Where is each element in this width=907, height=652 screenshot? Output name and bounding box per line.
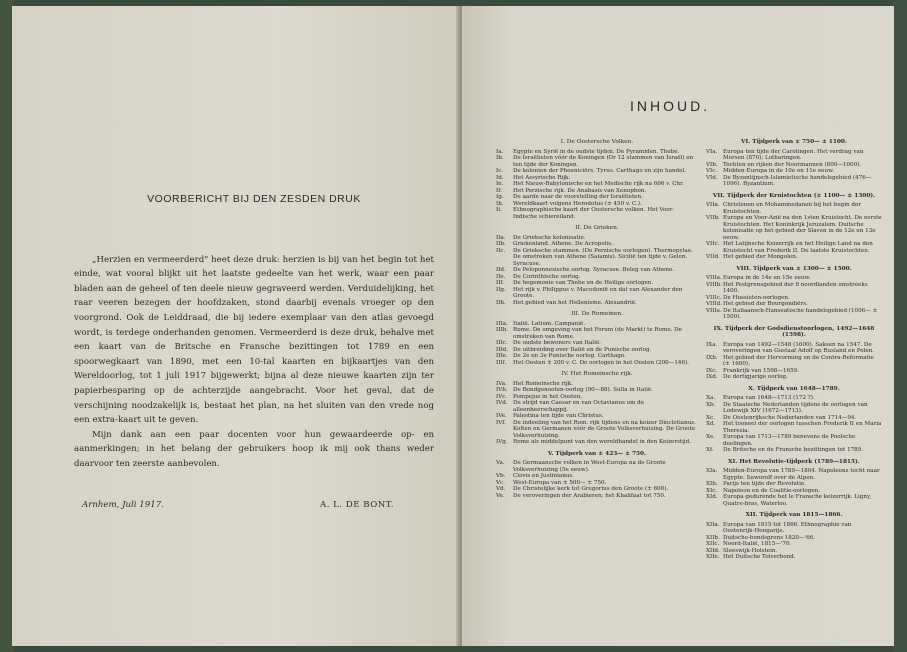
entry-title: Rome. De omgeving van het Forum (de Markt) te Rome. De omstreken van Rome.: [513, 327, 682, 340]
entry-title: Europa van 1648—1713 (172 ?).: [723, 395, 815, 401]
entry-code: XIc.: [706, 487, 718, 494]
entry-title: Europa van 1713—1789 benevens de Poolsche deelingen.: [723, 434, 856, 447]
contents-entry: [706, 421, 882, 434]
entry-title: Frankrijk van 1598—1659.: [723, 367, 799, 374]
entry-code: Vb.: [496, 473, 506, 479]
entry-code: IVf.: [496, 419, 506, 426]
contents-section-heading: VI. Tijdperk van ± 750— ± 1100.: [741, 139, 847, 145]
entry-code: Ig.: [496, 194, 504, 200]
entry-title: De Peloponnesische oorlog. Syracuse. Beleg van Athene.: [513, 267, 675, 273]
entry-code: XIIe.: [706, 554, 720, 560]
contents-entry: [706, 342, 882, 355]
contents-entry: [706, 254, 882, 261]
entry-title: Midden-Europa van 1789—1804. Napoleons tocht naar Egypte. Suworoff over de Alpen.: [723, 468, 880, 481]
entry-code: IVc.: [496, 393, 508, 400]
entry-code: IIIf.: [496, 359, 507, 366]
entry-code: Ih.: [496, 200, 504, 207]
entry-code: VIb.: [706, 161, 718, 168]
contents-entry: [496, 420, 698, 440]
entry-code: Vc.: [496, 479, 505, 486]
entry-code: IIIe.: [496, 353, 508, 359]
right-page: [462, 6, 894, 646]
entry-code: IXd.: [706, 374, 718, 380]
entry-code: IIe.: [496, 273, 506, 280]
contents-entry: [706, 554, 882, 561]
contents-entry: [706, 434, 882, 447]
entry-code: VIIb.: [706, 215, 720, 221]
entry-code: IVe.: [496, 413, 507, 419]
entry-title: De Grieksche stammen. (De Perzische oorlogen). Thermopylae. De omstreken van Athene (Salamis). Sicilië ten tijde v. Gelon. Syracuse.: [513, 247, 693, 267]
entry-code: IIa.: [496, 234, 506, 241]
entry-title: Parijs ten tijde der Revolutie.: [723, 481, 806, 487]
entry-code: IId.: [496, 267, 506, 273]
entry-title: Napoleon en de Coalitie-oorlogen.: [723, 487, 821, 494]
contents-entry: [706, 522, 882, 535]
contents-entry: [496, 155, 698, 168]
contents-entry: [706, 202, 882, 215]
entry-title: De indeeling van het Rom. rijk tijdens en na keizer Diocletianus. Kolten en Germanen vóór de Groote Volksverhuizing. De Groote Volksverhuizing.: [513, 419, 696, 439]
entry-code: Ie.: [496, 181, 504, 187]
entry-title: De Hussieten-oorlogen.: [723, 294, 790, 301]
entry-title: Griekenland. Athene. De Acropolis.: [513, 241, 613, 247]
entry-title: Europa en Voor-Azië na den 1sten Kruistocht. De eerste Kruistochten. Het Koninkrijk Jeruzalem. Duitsche kolonisatie op het gebied der Slaven in de 12e en 13e eeuw.: [723, 215, 882, 241]
entry-code: XIb.: [706, 481, 718, 487]
entry-code: IVg.: [496, 439, 508, 445]
entry-code: IIf.: [496, 280, 505, 286]
contents-section-heading: IV. Het Romeinsche rijk.: [561, 371, 633, 377]
entry-title: De Christelijke kerk tot Gregorius den Groote (± 600).: [513, 486, 669, 492]
contents-entry: [706, 468, 882, 481]
contents-entry: [706, 241, 882, 254]
entry-title: Het gebied der Hervorming en de Contra-Reformatie (± 1600).: [723, 354, 874, 367]
entry-title: Europa van 1492—1548 (1600). Saksen na 1547. De veroveringen van Gustaaf Adolf op Rusland en Polen.: [723, 341, 875, 354]
contents-entry: [706, 149, 882, 162]
entry-title: De Grieksche kolonisatie.: [513, 234, 586, 241]
contents-entry: [706, 282, 882, 295]
entry-code: Xf.: [706, 447, 714, 453]
entry-code: Ic.: [496, 168, 504, 174]
contents-entry: [496, 207, 698, 220]
contents-section-heading: XI. Het Revolutie-tijdperk (1789—1815).: [728, 458, 860, 465]
entry-code: VIc.: [706, 168, 718, 174]
entry-code: IIIc.: [496, 340, 508, 346]
entry-code: XIIb.: [706, 534, 720, 541]
contents-section-heading: VII. Tijdperk der Kruistochten (± 1100— ± 1300).: [712, 192, 876, 199]
contents-entry: [496, 248, 698, 268]
entry-code: Xb.: [706, 401, 716, 408]
contents-column-left: [496, 134, 698, 499]
entry-code: Xa.: [706, 395, 716, 401]
entry-code: VIIIa.: [706, 275, 722, 281]
entry-code: VIa.: [706, 148, 718, 155]
entry-title: De oudste bewoners van Italië.: [513, 340, 601, 346]
entry-title: De Israëlieten vóór de Koningen (Dr 12 stammen van Israël) en ten tijde der Koningen.: [513, 155, 694, 168]
entry-title: Palestina ten tijde van Christus.: [513, 413, 604, 419]
author-name: A. L. DE BONT.: [320, 499, 394, 510]
contents-entry: [706, 374, 882, 381]
entry-title: Europa in de 14e en 15e eeuw.: [723, 275, 811, 281]
contents-title: INHOUD.: [630, 98, 711, 114]
entry-code: Ia.: [496, 148, 504, 155]
book-cover-edge-right: [893, 0, 907, 652]
entry-code: VIIIc.: [706, 294, 722, 301]
entry-code: IIb.: [496, 241, 506, 247]
entry-title: Het Duitsche Tolverbond.: [723, 554, 796, 560]
contents-section-heading: V. Tijdperk van ± 423— ± 750.: [547, 450, 647, 457]
entry-title: Het Romeinsche rijk.: [513, 380, 573, 387]
entry-code: VIIIb.: [706, 281, 723, 288]
entry-title: De dertigjarige oorlog.: [723, 374, 788, 380]
entry-code: IXa.: [706, 341, 718, 348]
entry-title: Europa gedurende het le Fransche keizerrijk. Ligny, Quatre-bras, Waterloo.: [723, 494, 872, 507]
entry-code: IIg.: [496, 286, 506, 293]
contents-entry: [496, 493, 698, 500]
entry-code: If.: [496, 187, 502, 194]
entry-code: IVa.: [496, 380, 507, 387]
entry-code: Vd.: [496, 486, 506, 492]
contents-entry: [706, 494, 882, 507]
contents-entry: [706, 402, 882, 415]
entry-title: De Staatsche Nederlanden tijdens de oorlogen van Lodewijk XIV (1672—1713).: [723, 401, 868, 414]
place-date: Arnhem, Juli 1917.: [82, 499, 164, 510]
entry-title: Pompejus in het Oosten.: [513, 393, 582, 400]
entry-title: De uitbreiding over Italië en de Punische oorlog.: [513, 346, 652, 353]
entry-code: Ve.: [496, 492, 505, 499]
preface: [74, 192, 434, 512]
entry-code: IIh.: [496, 299, 506, 306]
entry-title: Sleeswijk-Holstein.: [723, 547, 778, 554]
entry-title: De Byzantijnsch-Islamietische handelsgebied (476—1096). Byzantium.: [723, 174, 872, 187]
entry-title: De kolonien der Phoeniciërs. Tyrus. Carthago en zijn handel.: [513, 168, 687, 174]
entry-title: Het Oosten ± 200 v. C. De oorlogen in het Oosten (200—146).: [513, 359, 689, 366]
entry-code: Ii.: [496, 207, 502, 213]
entry-code: VIIc.: [706, 241, 720, 247]
entry-title: De hegemonie van Thebe en de Heilige oorlogen.: [513, 280, 654, 286]
entry-code: XIa.: [706, 468, 718, 474]
entry-title: Het Pestgrensgebied der 8 noordlanden omstreeks 1400.: [723, 281, 868, 294]
entry-title: Europa van 1815 tot 1866. Ethnographie van Oostenrijk-Hongarije.: [723, 521, 852, 534]
entry-code: IIc.: [496, 247, 506, 254]
contents-entry: [706, 175, 882, 188]
contents-section-heading: I. De Oostersche Volken.: [560, 139, 634, 145]
entry-title: Het Nieuw-Babylonische en het Medische rijk na 606 v. Chr.: [513, 181, 684, 187]
entry-code: Xe.: [706, 434, 716, 440]
entry-title: Noord-Italië, 1815—'70.: [723, 541, 792, 547]
entry-title: De Britsche en de Fransche bezittingen tot 1789.: [723, 447, 864, 453]
entry-title: Het Perzische rijk. De Anabasis van Xenophon.: [513, 187, 647, 194]
entry-title: De Italiaansch-Hanseatische handelsgebied (1096— ± 1500).: [723, 307, 878, 320]
entry-title: Het gebied der Mongolen.: [723, 254, 798, 260]
entry-code: Ib.: [496, 155, 504, 161]
contents-entry: [706, 447, 882, 454]
entry-title: Het Assyrische Rijk.: [513, 174, 571, 181]
entry-code: Xd.: [706, 421, 716, 427]
contents-entry: [706, 215, 882, 241]
entry-code: IVd.: [496, 400, 508, 406]
entry-title: Wereldkaart volgens Herodotus (± 450 v. C.).: [513, 200, 642, 207]
entry-title: West-Europa van ± 500— ± 750.: [513, 479, 607, 486]
signature: [74, 498, 434, 513]
contents-entry: [496, 327, 698, 340]
contents-section-heading: VIII. Tijdperk van ± 1300— ± 1500.: [736, 265, 852, 272]
entry-title: De veroveringen der Arabieren; het Khalifaat tot 750.: [513, 492, 666, 499]
entry-code: Id.: [496, 174, 504, 181]
entry-title: Het gebied der Bourgondiërs.: [723, 301, 808, 307]
entry-code: XIId.: [706, 547, 720, 554]
contents-section-heading: II. De Grieken.: [575, 225, 619, 231]
entry-code: Xc.: [706, 414, 715, 421]
entry-title: Clovis en Justinianus.: [513, 473, 575, 479]
entry-title: Tochten en rijken der Noormannen (800—1000).: [723, 161, 862, 168]
entry-code: Va.: [496, 460, 505, 466]
left-page: [12, 6, 460, 646]
contents-entry: [496, 300, 698, 307]
entry-title: Ethnographische kaart der Oostersche volken. Het Voor-Indische schiereiland.: [513, 207, 675, 220]
entry-code: VId.: [706, 174, 718, 181]
contents-section-heading: X. Tijdperk van 1648—1789.: [748, 385, 840, 392]
entry-title: De aarde naar de voorstelling der Israëlieten.: [513, 194, 643, 200]
contents-section-heading: III. De Romeinen.: [571, 311, 623, 317]
entry-title: De strijd van Caesar en van Octavianus om de alleenheerschappij.: [513, 400, 645, 413]
entry-code: IXb.: [706, 354, 718, 361]
entry-title: Rome als middelpunt van den wereldhandel in den Keizerstijd.: [513, 439, 692, 445]
entry-title: Midden-Europa in de 10e en 11e eeuw.: [723, 168, 834, 174]
entry-title: De Germaansche volken in West-Europa na de Groote Volksverhuizing (5e eeuw).: [513, 460, 666, 473]
entry-title: De 2e en 3e Punische oorlog. Carthago.: [513, 353, 626, 359]
entry-code: XIIa.: [706, 521, 720, 528]
preface-heading: VOORBERICHT BIJ DEN ZESDEN DRUK: [147, 193, 361, 205]
entry-title: Christenen en Mohammedanen bij het begin der Kruistochten.: [723, 202, 861, 215]
entry-title: De Bondgenooten-oorlog (90—88). Sulla in Italië.: [513, 387, 653, 393]
contents-entry: [496, 287, 698, 300]
entry-title: Het gebied van het Hellenisme. Alexandrië.: [513, 299, 637, 306]
entry-title: Italië. Latium. Campanië.: [513, 320, 586, 327]
entry-title: Duitsche-bondsgrens 1820—'66.: [723, 534, 816, 541]
entry-code: IIIb.: [496, 327, 508, 333]
entry-title: Het rijk v. Philippus v. Macedonië en dat van Alexander den Groote.: [513, 286, 683, 299]
entry-title: Het tooneel der oorlogen tusschen Frederik II en Maria Theresia.: [723, 421, 882, 434]
entry-title: De Oostenrijksche Nederlanden van 1714—94.: [723, 414, 857, 421]
entry-title: De Corinthische oorlog.: [513, 273, 581, 280]
entry-code: IIId.: [496, 346, 508, 353]
entry-code: IVb.: [496, 387, 508, 393]
entry-code: VIIa.: [706, 202, 720, 208]
contents-section-heading: XII. Tijdperk van 1815—1866.: [745, 512, 843, 518]
contents-entry: [496, 460, 698, 473]
entry-title: Europa ten tijde der Carolingen. Het verdrag van Mersen (870); Lotharingen.: [723, 148, 864, 161]
entry-code: IIIa.: [496, 320, 508, 327]
contents-entry: [706, 355, 882, 368]
preface-paragraph: Mijn dank aan een paar docenten voor hun gewaardeerde op- en aanmerkingen; in het belang der gebruikers hoop ik mij ook thans weder daarvoor ten zeerste aanbevolen.: [74, 429, 434, 469]
entry-code: VIIId.: [706, 301, 723, 307]
entry-code: VIIIe.: [706, 307, 722, 314]
contents-entry: [496, 400, 698, 413]
entry-code: VIId.: [706, 254, 720, 260]
contents-section-heading: IX. Tijdperk der Godsdienstoorlogen, 1492—1648 (1598).: [713, 325, 875, 338]
entry-code: IXc.: [706, 367, 718, 374]
entry-title: Het Latijnsche Keizerrijk en het Heilige Land na den Kruistocht van Frederik II. De laatste Kruistochten.: [723, 241, 873, 254]
entry-code: XIIc.: [706, 541, 720, 547]
preface-paragraph: „Herzien en vermeerderd" heet deze druk: herzien is bij van het begin tot het einde, wat vooral blijkt uit het laatste gedeelte van het werk, waar een paar bladen aan de geheel of ten deele nieuw gegraveerd werden. Verduidelijking, het raar veeren bezegen der hoofdzaken, stond daarbij evenals vroeger op den voorgrond. Ook de Leiddraad, die bij iedere exemplaar van den atlas gevoegd wordt, is terdege onderhanden genomen. Vermeerderd is deze druk, behalve met een kaart van de Britsche en Fransche bezittingen tot 1789 en een spoorwegkaart van 1890, met een 10-tal kaarten en bijkaartjes van den Wereldoorlog, tot 1 juli 1917 bijgewerkt; bijna al deze nieuwe kaarten zijn ter papierbesparing op de achterzijde aangebracht. Voor het geval, dat de verschijning noodzakelijk is, bestaat het plan, na het sluiten van den vrede nog een extra-kaart uit te geven.: [74, 254, 434, 426]
entry-code: XId.: [706, 494, 718, 500]
contents-entry: [496, 439, 698, 446]
entry-title: Egypte en Syrië in de oudste tijden. De Pyramiden. Thebe.: [513, 148, 680, 155]
contents-entry: [706, 308, 882, 321]
contents-entry: [496, 360, 698, 367]
contents-column-right: [706, 134, 882, 561]
